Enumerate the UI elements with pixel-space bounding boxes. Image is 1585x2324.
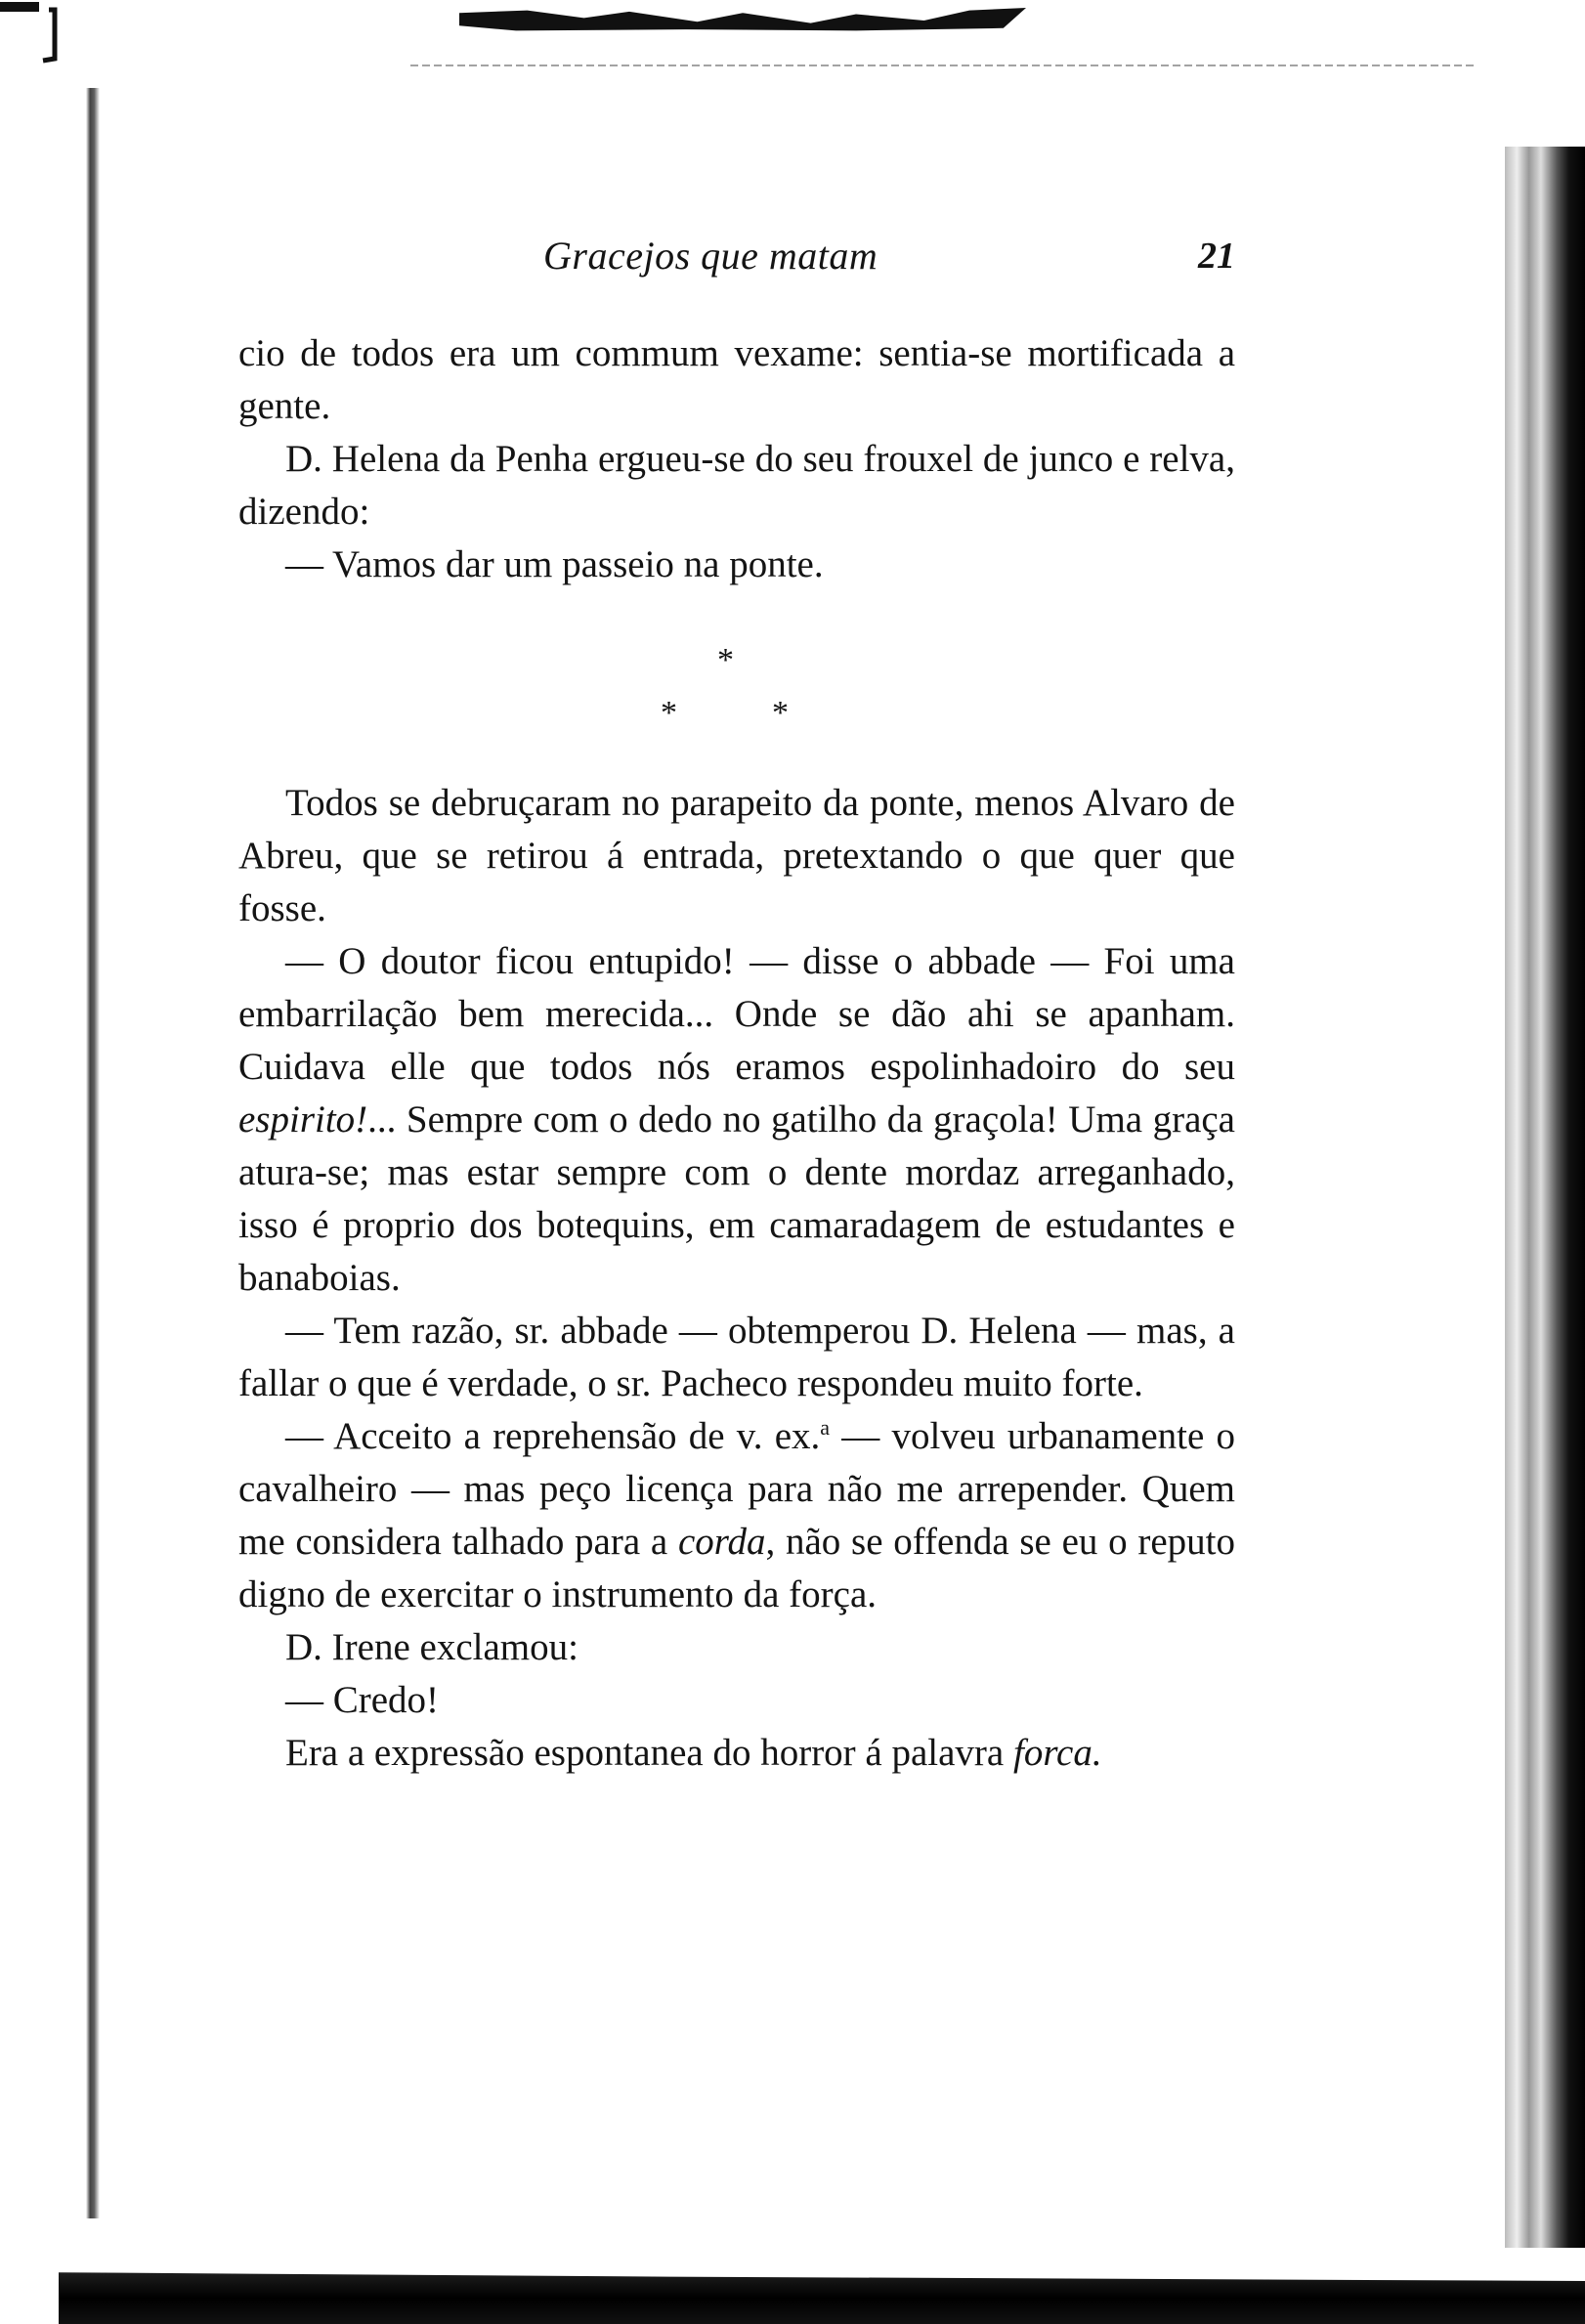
dialogue-line: — Vamos dar um passeio na ponte.: [285, 543, 824, 585]
paragraph: D. Irene exclamou:: [285, 1626, 578, 1668]
text-run: — O doutor ficou entupido! — disse o abbade — Foi uma embarrilação bem merecida... Onde se dão ahi se apanham. Cuidava elle que todos nós eramos espolinhadoiro do seu: [238, 940, 1235, 1088]
italic-text: forca.: [1012, 1732, 1102, 1774]
scan-left-binding-edge: [86, 88, 100, 2218]
paragraph: D. Helena da Penha ergueu-se do seu frouxel de junco e relva, dizendo:: [238, 438, 1235, 533]
scan-top-shadow: [459, 8, 1026, 33]
separator-asterisk: *: [661, 695, 677, 731]
scan-bottom-shadow: [59, 2238, 1585, 2324]
page-body: [238, 327, 1235, 1780]
running-title: Gracejos que matam: [543, 234, 878, 278]
italic-text: corda: [677, 1521, 766, 1563]
separator-asterisk: *: [772, 695, 789, 731]
text-run: — volveu urbanamente o cavalheiro — mas peço licença para não me arrepender. Quem me considera talhado para a: [238, 1415, 1236, 1563]
scan-right-page-edges: [1505, 147, 1585, 2248]
italic-text: espirito!: [238, 1098, 368, 1140]
section-separator: [238, 591, 1235, 777]
scan-top-rule: [410, 65, 1476, 66]
dialogue-paragraph: — Tem razão, sr. abbade — obtemperou D. Helena — mas, a fallar o que é verdade, o sr. Pacheco respondeu muito forte.: [238, 1310, 1235, 1404]
paragraph: Todos se debruçaram no parapeito da ponte, menos Alvaro de Abreu, que se retirou á entrada, pretextando o que quer que fosse.: [238, 782, 1235, 929]
text-run: — Acceito a reprehensão de v. ex.: [285, 1415, 821, 1457]
superscript: a: [820, 1415, 831, 1440]
page-number: 21: [1198, 236, 1235, 277]
text-run: ... Sempre com o dedo no gatilho da graçola! Uma graça atura-se; mas estar sempre com o dente mordaz arreganhado, isso é proprio dos botequins, em camaradagem de estudantes e banaboias.: [238, 1098, 1235, 1299]
paragraph: [238, 1727, 1235, 1780]
dialogue-line: — Credo!: [285, 1679, 440, 1721]
dialogue-paragraph: [238, 935, 1235, 1305]
running-header: [238, 233, 1235, 291]
paragraph-continuation: cio de todos era um commum vexame: sentia-se mortificada a gente.: [238, 332, 1235, 427]
scan-corner-mark: [0, 0, 78, 78]
dialogue-paragraph: [238, 1410, 1235, 1621]
separator-asterisk: *: [717, 642, 734, 678]
text-run: Era a expressão espontanea do horror á palavra: [285, 1732, 1005, 1774]
text-run: , não se offenda se eu o reputo digno de exercitar o instrumento da força.: [238, 1521, 1235, 1615]
